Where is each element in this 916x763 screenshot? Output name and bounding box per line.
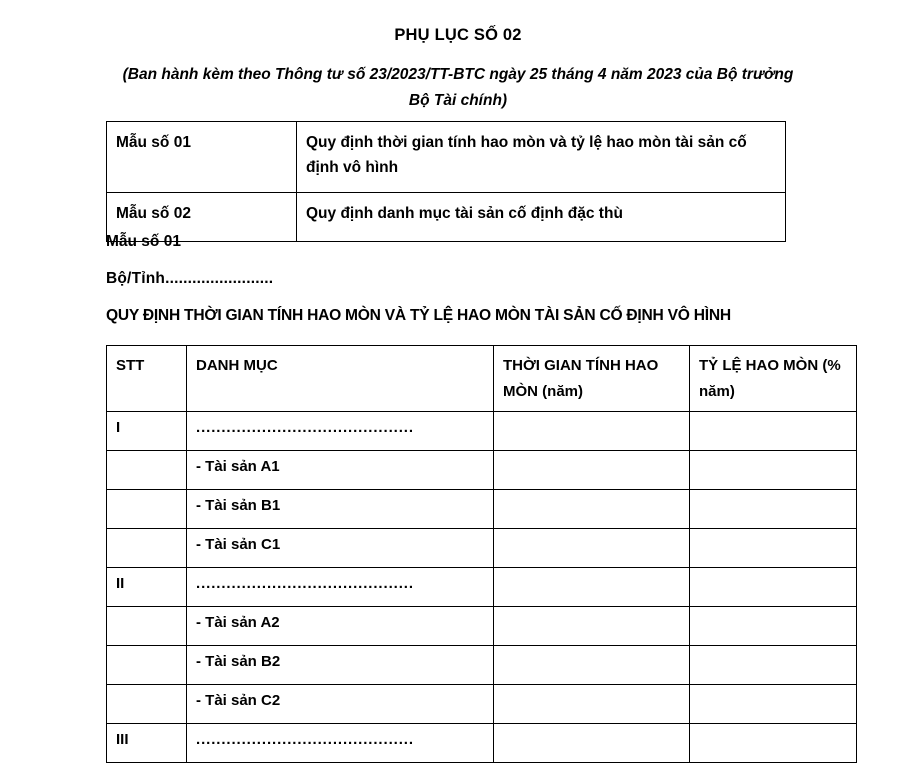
cell-stt: II xyxy=(107,568,187,607)
cell-depreciation-rate[interactable] xyxy=(690,685,857,724)
page-title: PHỤ LỤC SỐ 02 xyxy=(394,26,522,44)
cell-depreciation-time[interactable] xyxy=(494,451,690,490)
table-row xyxy=(107,646,857,685)
cell-category: ........................................... xyxy=(187,412,494,451)
table-row xyxy=(107,685,857,724)
section-heading: QUY ĐỊNH THỜI GIAN TÍNH HAO MÒN VÀ TỶ LỆ HAO MÒN TÀI SẢN CỐ ĐỊNH VÔ HÌNH xyxy=(106,307,731,324)
cell-category: ........................................... xyxy=(187,724,494,763)
form-description-cell: Quy định danh mục tài sản cố định đặc thù xyxy=(297,193,786,242)
form-code-cell: Mẫu số 02 xyxy=(107,193,297,242)
cell-depreciation-rate[interactable] xyxy=(690,568,857,607)
table-row xyxy=(107,607,857,646)
table-row xyxy=(107,529,857,568)
form-code-cell: Mẫu số 01 xyxy=(107,122,297,193)
table-row xyxy=(107,724,857,763)
document-subtitle: (Ban hành kèm theo Thông tư số 23/2023/TT-BTC ngày 25 tháng 4 năm 2023 của Bộ trưởng Bộ Tài chính) xyxy=(122,66,794,109)
cell-depreciation-rate[interactable] xyxy=(690,451,857,490)
depreciation-table xyxy=(106,345,857,763)
cell-depreciation-rate[interactable] xyxy=(690,529,857,568)
cell-depreciation-rate[interactable] xyxy=(690,607,857,646)
column-header-depreciation-rate: TỶ LỆ HAO MÒN (% năm) xyxy=(690,346,857,412)
cell-stt xyxy=(107,607,187,646)
table-row xyxy=(107,122,786,193)
table-row xyxy=(107,193,786,242)
cell-depreciation-time[interactable] xyxy=(494,724,690,763)
cell-depreciation-rate[interactable] xyxy=(690,724,857,763)
cell-depreciation-time[interactable] xyxy=(494,685,690,724)
table-row xyxy=(107,412,857,451)
table-header-row xyxy=(107,346,857,412)
cell-category: ........................................... xyxy=(187,568,494,607)
cell-stt xyxy=(107,646,187,685)
cell-category: - Tài sản B1 xyxy=(187,490,494,529)
cell-stt xyxy=(107,529,187,568)
cell-category: - Tài sản A2 xyxy=(187,607,494,646)
cell-stt xyxy=(107,451,187,490)
cell-stt xyxy=(107,490,187,529)
cell-depreciation-time[interactable] xyxy=(494,568,690,607)
cell-stt: III xyxy=(107,724,187,763)
cell-depreciation-time[interactable] xyxy=(494,607,690,646)
table-row xyxy=(107,490,857,529)
cell-depreciation-time[interactable] xyxy=(494,529,690,568)
table-row xyxy=(107,451,857,490)
column-header-stt: STT xyxy=(107,346,187,412)
depreciation-table-body xyxy=(107,412,857,763)
cell-stt xyxy=(107,685,187,724)
table-row xyxy=(107,568,857,607)
cell-category: - Tài sản B2 xyxy=(187,646,494,685)
cell-depreciation-time[interactable] xyxy=(494,490,690,529)
form-description-cell: Quy định thời gian tính hao mòn và tỷ lệ hao mòn tài sản cố định vô hình xyxy=(297,122,786,193)
form-number-label: Mẫu số 01 xyxy=(106,233,181,250)
cell-depreciation-rate[interactable] xyxy=(690,490,857,529)
cell-depreciation-time[interactable] xyxy=(494,412,690,451)
cell-depreciation-rate[interactable] xyxy=(690,412,857,451)
forms-index-table xyxy=(106,121,786,242)
column-header-depreciation-time: THỜI GIAN TÍNH HAO MÒN (năm) xyxy=(494,346,690,412)
cell-stt: I xyxy=(107,412,187,451)
cell-depreciation-rate[interactable] xyxy=(690,646,857,685)
column-header-category: DANH MỤC xyxy=(187,346,494,412)
cell-category: - Tài sản C1 xyxy=(187,529,494,568)
cell-depreciation-time[interactable] xyxy=(494,646,690,685)
cell-category: - Tài sản A1 xyxy=(187,451,494,490)
organization-field: Bộ/Tỉnh........................ xyxy=(106,270,274,287)
cell-category: - Tài sản C2 xyxy=(187,685,494,724)
